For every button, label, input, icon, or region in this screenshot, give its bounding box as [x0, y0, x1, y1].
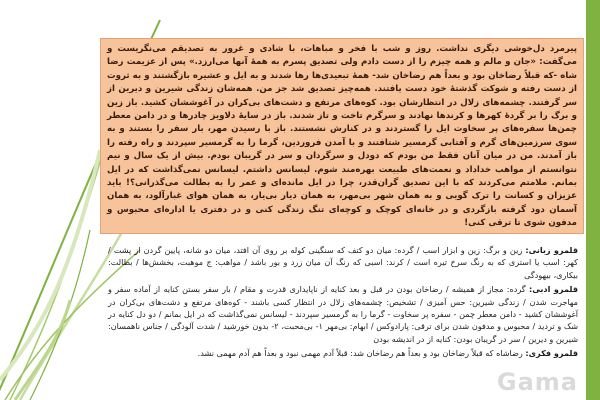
accent-strip — [586, 0, 600, 400]
literary-domain-label: قلمرو ادبی: — [528, 284, 578, 295]
linguistic-domain-text: زین و برگ: زین و ابزار اسب / گرده: میان دو کتف که سنگینی کوله بر روی آن افتد، میان دو شانه، پایین گردن از پشت / کهر: اسب یا استری که به رنگ سرخ تیره است / کرند: اسبی که رنگ آن میان زرد و بور باشد / مواهب: ج موهبت، بخشش‌ها / بطالت: بیکاری، بیهودگی — [108, 245, 578, 280]
passage-text: پیرمرد دل‌خوشی دیگری نداشت. روز و شب با فخر و مباهات، با شادی و غرور به تصدیقم می‌نگریست و می‌گفت: «جان و مالم و همه چیزم را از دست دادم ولی تصدیق پسرم به همهٔ آنها می‌ارزد.» پس از عزیمت رضا شاه -که قبلاً رضاخان بود و بعداً هم رضاخان شد- همهٔ تبعیدی‌ها رها شدند و به ایل و عشیره بازگشتند و به ثروت از دست رفته و شوکت گذشتهٔ خود دست یافتند. همه‌چیز تصدیق شد جز من. همه‌شان زندگی شیرین و دیرین از سر گرفتند. چشمه‌های زلال در انتظارشان بود. کوه‌های مرتفع و دشت‌های بی‌کران در آغوششان کشید. باز زین و برگ را بر گردهٔ کهرها و کرندها نهادند و سرگرم تاخت و تاز شدند. باز در سایهٔ دلاویز چادرها و در دامن معطر چمن‌ها سفره‌های پر سخاوت ایل را گستردند و در کنارش نشستند. باز با رسیدن مهر، بار سفر را بستند و به سوی سرزمین‌های گرم و آفتابی گرمسیر شتافتند و با آمدن فروردین، گرما را به گرمسیر سپردند و راه رفته را باز آمدند. من در میان آنان فقط من بودم که دودل و سرگردان و سر در گریبان بودم. بیش از یک سال و نیم نتوانستم از مواهب خداداد و نعمت‌های طبیعت بهره‌مند شوم. لیسانس داشتم. لیسانس نمی‌گذاشت که در ایل بمانم. ملامتم می‌کردند که با این تصدیق گران‌قدر، چرا در ایل مانده‌ای و عمر را به بطالت می‌گذرانی؟! باید عزیزان و کسانت را ترک گویی و به همان شهر بی‌مهر، به همان دیار بی‌یار، به همان هوای غبارآلود، به همان آسمان دود گرفته بازگردی و در خانه‌ای کوچک و کوچه‌ای تنگ زندگی کنی و در دفتری یا اداره‌ای محبوس و مدفون شوی تا ترقی کنی! — [107, 44, 577, 229]
linguistic-domain-label: قلمرو زبانی: — [525, 245, 578, 255]
bullet-icon — [586, 348, 592, 354]
literary-domain-text: گرده: مجاز از همیشه / رضاخان بودن در قبل و بعد کنایه از ناپایداری قدرت و مقام / بار سفر بستن کنایه از آماده سفر و مهاجرت شدن / زندگی شیرین: حس آمیزی / تشخیص: چشمه‌های زلال در انتظار کسی باشند - کوه‌های مرتفع و دشت‌های بی‌کران در آغوششان کشید - دامن معطر چمن - سفره پر سخاوت - گرما را به گرمسیر سپردند - لیسانس نمی‌گذاشت که در ایل بمانم / دو دل کنایه در شک و تردید / محبوس و مدفون شدن برای ترقی: پارادوکس / ابهام: بی‌مهر ۱- بی‌محبت، ۲- بدون خورشید / شدت آلودگی / جناس ناهمسان: شیرین و دیرین / سر در گریبان بودن: کنایه از در اندیشه بودن — [108, 284, 578, 344]
intellectual-domain-label: قلمرو فکری: — [525, 348, 578, 359]
intellectual-domain-text: رضاشاه که قبلاً رضاخان بود و بعداً هم رضاخان شد: قبلاً آدم مهمی نبود و بعداً هم آدم مهمی نشد. — [197, 348, 523, 359]
linguistic-domain-paragraph — [108, 244, 578, 281]
analysis-section — [102, 240, 584, 372]
text-passage-box — [100, 38, 584, 234]
bullet-icon — [586, 248, 592, 254]
watermark-logo: Gama — [496, 368, 578, 396]
intellectual-domain-paragraph — [108, 347, 578, 359]
literary-domain-paragraph — [108, 283, 578, 345]
